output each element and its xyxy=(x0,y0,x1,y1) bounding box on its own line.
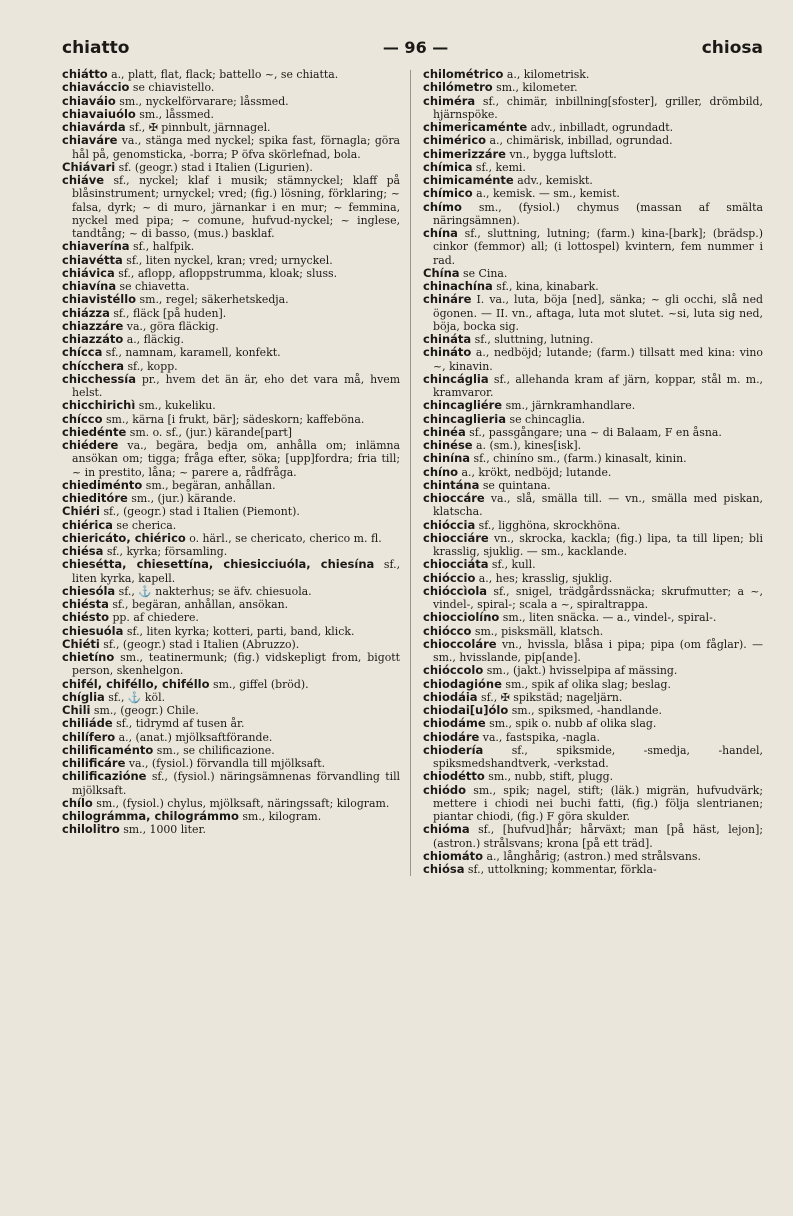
entry-headword: chilolitro xyxy=(62,822,120,837)
dictionary-entry xyxy=(423,850,763,863)
dictionary-entry xyxy=(423,691,763,704)
entry-definition: sf., allehanda kram af järn, koppar, stål m. m., kramvaror. xyxy=(433,372,763,399)
dictionary-entry xyxy=(423,863,763,876)
dictionary-entry xyxy=(423,770,763,783)
dictionary-entry xyxy=(423,744,763,771)
entry-definition: a., nedböjd; lutande; (farm.) tillsatt med kina: vino ~, kinavin. xyxy=(433,346,763,373)
entry-definition: sf., spiksmide, -smedja, -handel, spiksmedshandtverk, -verkstad. xyxy=(433,743,763,770)
dictionary-entry xyxy=(62,797,400,810)
entry-definition: va., (fysiol.) förvandla till mjölksaft. xyxy=(125,757,326,770)
entry-definition: sf., ✠ spikstäd; nageljärn. xyxy=(477,690,623,704)
entry-headword: chilífero xyxy=(62,729,116,744)
entry-definition: sf., nyckel; klaf i musik; stämnyckel; klaff på blåsinstrument; urnyckel; vred; (fig.) lösning, förklaring; ~ falsa, dyrk; ~ di muro, järnankar i en mur; ~ femmina, nyckel med pipa; ~ comune, hufvud-nyckel; ~ inglese, tandtång; ~ di basso, (mus.) basklaf. xyxy=(72,174,401,240)
dictionary-entry xyxy=(423,121,763,134)
entry-headword: chietíno xyxy=(62,650,115,664)
dictionary-entry xyxy=(62,823,400,836)
entry-definition: adv., kemiskt. xyxy=(513,174,593,187)
dictionary-entry xyxy=(423,479,763,492)
dictionary-entry xyxy=(423,731,763,744)
entry-headword: chícco xyxy=(62,411,103,426)
dictionary-entry xyxy=(423,585,763,612)
entry-headword: chiesétta, chiesettína, chiesicciuóla, chiesína xyxy=(62,557,375,572)
entry-headword: Chiéti xyxy=(62,636,100,651)
entry-headword: chieditóre xyxy=(62,491,128,505)
entry-headword: chióccìola xyxy=(423,583,488,598)
entry-definition: sf., namnam, karamell, konfekt. xyxy=(102,346,281,360)
entry-headword: chiomáto xyxy=(423,848,484,863)
entry-definition: sm., järnkramhandlare. xyxy=(502,399,636,413)
entry-headword: chicchirichì xyxy=(62,398,136,413)
dictionary-entry xyxy=(62,691,400,704)
entry-headword: Chiéri xyxy=(62,504,100,519)
entry-headword: Chiávari xyxy=(62,159,116,174)
entry-definition: sm., spik o. nubb af olika slag. xyxy=(485,717,657,731)
entry-headword: chiavaiuólo xyxy=(62,106,136,121)
dictionary-entry xyxy=(62,519,400,532)
dictionary-entry xyxy=(423,95,763,122)
entry-headword: chiócco xyxy=(423,623,472,638)
entry-headword: chinína xyxy=(423,451,471,466)
entry-definition: sf., (fysiol.) näringsämnenas förvandling till mjölksaft. xyxy=(72,770,401,797)
dictionary-entry xyxy=(423,519,763,532)
dictionary-entry xyxy=(62,625,400,638)
dictionary-entry xyxy=(62,293,400,306)
entry-headword: chincáglia xyxy=(423,371,489,386)
entry-headword: chinéa xyxy=(423,424,466,439)
dictionary-entry xyxy=(62,240,400,253)
entry-headword: chioccáre xyxy=(423,491,485,505)
dictionary-entry xyxy=(62,161,400,174)
entry-definition: sf., sluttning, lutning; (farm.) kina-[bark]; (brädsp.) cinkor (femmor) all; (i lottospel) kvintern, fem nummer i rad. xyxy=(433,227,763,267)
entry-headword: chiodétto xyxy=(423,769,485,784)
entry-definition: sm., spiksmed, -handlande. xyxy=(508,704,662,717)
dictionary-entry xyxy=(423,625,763,638)
entry-headword: chiáve xyxy=(62,173,105,187)
entry-definition: sf., halfpik. xyxy=(129,240,195,254)
dictionary-entry xyxy=(423,466,763,479)
entry-definition: vn., hvissla, blåsa i pipa; pipa (om fåglar). — sm., hvisslande, pip[ande]. xyxy=(433,637,763,664)
dictionary-entry xyxy=(62,770,400,797)
dictionary-entry xyxy=(62,638,400,651)
entry-definition: sm., (jur.) kärande. xyxy=(127,492,237,505)
dictionary-entry xyxy=(62,95,400,108)
entry-headword: chiaverína xyxy=(62,239,130,254)
dictionary-entry xyxy=(62,68,400,81)
entry-headword: chiocciolíno xyxy=(423,610,500,625)
entry-definition: a., (anat.) mjölksaftförande. xyxy=(115,730,273,744)
dictionary-entry xyxy=(62,532,400,545)
entry-headword: chiodagióne xyxy=(423,676,502,691)
entry-definition: se chiavistello. xyxy=(129,81,215,95)
entry-definition: va., slå, smälla till. — vn., smälla med piskan, klatscha. xyxy=(433,492,763,519)
entry-definition: va., fastspika, -nagla. xyxy=(479,730,600,744)
dictionary-entry xyxy=(423,187,763,200)
dictionary-entry xyxy=(423,227,763,267)
entry-definition: sf. (geogr.) stad i Italien (Ligurien). xyxy=(115,160,313,174)
entry-definition: sm., kärna [i frukt, bär]; sädeskorn; kaffeböna. xyxy=(102,412,365,426)
entry-definition: vn., skrocka, kackla; (fig.) lipa, ta till lipen; bli krasslig, sjuklig. — sm., kacklande. xyxy=(433,531,763,558)
entry-definition: sm., (geogr.) Chile. xyxy=(90,704,199,717)
entry-definition: sm., 1000 liter. xyxy=(119,823,206,837)
entry-definition: sf., kyrka; församling. xyxy=(103,545,228,558)
entry-headword: chiésa xyxy=(62,544,104,558)
dictionary-entry xyxy=(423,346,763,373)
entry-definition: sm., kilometer. xyxy=(492,81,578,95)
dictionary-entry xyxy=(62,545,400,558)
entry-headword: chiaváre xyxy=(62,133,118,148)
entry-headword: chióccia xyxy=(423,517,476,532)
entry-definition: adv., inbilladt, ogrundadt. xyxy=(527,121,674,134)
dictionary-entry xyxy=(62,134,400,161)
entry-headword: chícchera xyxy=(62,358,124,373)
entry-definition: sf., (geogr.) stad i Italien (Piemont). xyxy=(99,505,300,519)
entry-definition: sm., spik af olika slag; beslag. xyxy=(501,677,671,691)
dictionary-entry xyxy=(423,492,763,519)
entry-definition: sf., chiníno sm., (farm.) kinasalt, kinin. xyxy=(470,452,687,466)
entry-headword: chímico xyxy=(423,186,473,201)
entry-definition: sm., regel; säkerhetskedja. xyxy=(136,293,289,307)
entry-definition: a., långhårig; (astron.) med strålsvans. xyxy=(483,849,701,863)
entry-definition: sf., kemi. xyxy=(472,160,526,174)
entry-headword: chiátto xyxy=(62,67,108,81)
dictionary-entry xyxy=(62,717,400,730)
entry-headword: chímica xyxy=(423,159,473,174)
dictionary-entry xyxy=(62,731,400,744)
dictionary-entry xyxy=(423,373,763,400)
dictionary-entry xyxy=(62,585,400,598)
entry-headword: chiésta xyxy=(62,597,109,611)
entry-definition: sf., aflopp, afloppstrumma, kloak; sluss. xyxy=(114,266,338,280)
entry-headword: chiósa xyxy=(423,862,465,876)
entry-headword: chintána xyxy=(423,477,480,492)
entry-headword: chinése xyxy=(423,438,473,452)
entry-headword: chinachína xyxy=(423,279,493,293)
dictionary-entry xyxy=(62,611,400,624)
entry-definition: se chincaglia. xyxy=(506,412,586,426)
entry-definition: sm., (fysiol.) chylus, mjölksaft, näringssaft; kilogram. xyxy=(92,796,390,810)
dictionary-entry xyxy=(62,81,400,94)
dictionary-entry xyxy=(423,134,763,147)
entry-headword: chiávica xyxy=(62,265,115,280)
entry-headword: chiesuóla xyxy=(62,623,124,638)
entry-headword: chiocciáre xyxy=(423,530,489,545)
dictionary-entry xyxy=(62,598,400,611)
entry-definition: sm. o. sf., (jur.) kärande[part] xyxy=(126,425,293,439)
dictionary-entry xyxy=(423,558,763,571)
entry-headword: chincagliére xyxy=(423,398,503,413)
entry-headword: chíno xyxy=(423,464,459,479)
entry-definition: sf., liten kyrka; kotteri, parti, band, klick. xyxy=(123,624,355,638)
entry-headword: chiazzáto xyxy=(62,332,124,346)
entry-definition: sm., låssmed. xyxy=(135,107,214,121)
entry-definition: a., fläckig. xyxy=(123,333,184,346)
page-header xyxy=(62,38,763,68)
dictionary-entry xyxy=(423,413,763,426)
entry-headword: chícca xyxy=(62,345,103,360)
entry-definition: va., göra fläckig. xyxy=(123,319,219,333)
entry-definition: sm., giffel (bröd). xyxy=(209,677,309,691)
dictionary-entry xyxy=(423,201,763,228)
dictionary-entry xyxy=(62,492,400,505)
entry-headword: chiázza xyxy=(62,305,110,320)
entry-headword: chiérica xyxy=(62,517,113,532)
dictionary-entry xyxy=(62,121,400,134)
dictionary-entry xyxy=(423,452,763,465)
entry-headword: Chína xyxy=(423,265,460,280)
entry-definition: a., platt, flat, flack; battello ~, se chiatta. xyxy=(107,68,339,81)
entry-headword: chioccoláre xyxy=(423,636,497,651)
entry-definition: sf., uttolkning; kommentar, förkla- xyxy=(464,863,657,876)
entry-headword: chilificaménto xyxy=(62,742,154,757)
entry-definition: vn., bygga luftslott. xyxy=(505,147,617,161)
entry-headword: chilificáre xyxy=(62,756,126,770)
entry-headword: chiavistéllo xyxy=(62,292,137,307)
entry-definition: sm., nubb, stift, plugg. xyxy=(484,770,614,784)
entry-definition: va., stänga med nyckel; spika fast, förnagla; göra hål på, genomsticka, -borra; P öfva skörlefnad, bola. xyxy=(72,134,401,161)
entry-definition: pp. af chiedere. xyxy=(109,611,199,625)
dictionary-entry xyxy=(423,784,763,824)
entry-headword: chiodáre xyxy=(423,729,480,744)
entry-headword: chiésto xyxy=(62,610,109,625)
entry-headword: chilificazióne xyxy=(62,769,147,784)
entry-definition: sf., ligghöna, skrockhöna. xyxy=(475,518,621,532)
entry-definition: sm., se chilificazione. xyxy=(153,743,275,757)
entry-headword: chíglia xyxy=(62,689,105,704)
entry-definition: sm., spik; nagel, stift; (läk.) migrän, hufvudvärk; mettere i chiodi nei buchi fatti, (fig.) följa slentrianen; piantar chiodi, (fig.) F göra skulder. xyxy=(433,783,763,823)
entry-definition: a., hes; krasslig, sjuklig. xyxy=(475,571,613,585)
entry-headword: chiaváio xyxy=(62,93,116,108)
dictionary-entry xyxy=(62,360,400,373)
entry-definition: sm., liten snäcka. — a., vindel-, spiral-. xyxy=(499,611,717,625)
entry-definition: se quintana. xyxy=(479,478,551,492)
dictionary-entry xyxy=(62,174,400,240)
entry-definition: sf., liten kyrka, kapell. xyxy=(72,558,401,585)
entry-headword: chimicaménte xyxy=(423,173,514,187)
dictionary-entry xyxy=(423,823,763,850)
entry-definition: sm., (fysiol.) chymus (massan af smälta näringsämnen). xyxy=(433,200,763,227)
entry-headword: chióccio xyxy=(423,570,476,585)
dictionary-entry xyxy=(423,267,763,280)
entry-headword: chiediménto xyxy=(62,477,143,492)
entry-headword: chióma xyxy=(423,822,470,837)
dictionary-entry xyxy=(423,81,763,94)
entry-definition: sm., nyckelförvarare; låssmed. xyxy=(115,94,289,108)
entry-headword: chináto xyxy=(423,345,472,360)
entry-definition: sm., (jakt.) hvisselpipa af mässing. xyxy=(483,664,678,678)
dictionary-entry xyxy=(423,532,763,559)
dictionary-entry xyxy=(423,148,763,161)
entry-headword: chiavína xyxy=(62,279,117,293)
entry-definition: sm., kilogram. xyxy=(238,810,322,823)
entry-headword: chimérico xyxy=(423,133,487,148)
entry-definition: se Cina. xyxy=(459,266,508,280)
columns xyxy=(62,68,763,876)
entry-headword: chiédere xyxy=(62,438,119,452)
entry-headword: chilográmma, chilográmmo xyxy=(62,809,239,823)
dictionary-entry xyxy=(62,439,400,479)
entry-definition: sm., begäran, anhållan. xyxy=(142,478,276,492)
dictionary-entry xyxy=(62,479,400,492)
entry-definition: sf., (geogr.) stad i Italien (Abruzzo). xyxy=(99,637,300,651)
entry-headword: chiodai[u]ólo xyxy=(423,703,509,717)
dictionary-entry xyxy=(423,572,763,585)
entry-definition: sm., teatinermunk; (fig.) vidskepligt from, bigott person, skenhelgon. xyxy=(72,651,401,678)
entry-headword: chiodería xyxy=(423,742,484,757)
entry-headword: chicchessía xyxy=(62,371,136,386)
left-column xyxy=(62,68,410,876)
entry-headword: chiocciáta xyxy=(423,557,489,572)
dictionary-entry xyxy=(62,267,400,280)
entry-definition: a., kilometrisk. xyxy=(503,68,590,81)
entry-headword: chifél, chiféllo, chiféllo xyxy=(62,676,210,691)
dictionary-entry xyxy=(62,505,400,518)
entry-definition: sf., passgångare; una ~ di Balaam, F en åsna. xyxy=(465,425,722,439)
dictionary-entry xyxy=(62,399,400,412)
dictionary-entry xyxy=(62,254,400,267)
entry-definition: sm., kukeliku. xyxy=(135,399,216,413)
entry-headword: chimerizzáre xyxy=(423,146,506,161)
entry-headword: chiméra xyxy=(423,93,476,108)
entry-headword: chiesóla xyxy=(62,583,116,598)
entry-definition: sm., pisksmäll, klatsch. xyxy=(471,624,604,638)
entry-definition: sf., sluttning, lutning. xyxy=(471,333,594,346)
dictionary-entry xyxy=(423,174,763,187)
entry-definition: sf., liten nyckel, kran; vred; urnyckel. xyxy=(122,253,333,267)
header-right-guideword: chiosa xyxy=(701,38,763,58)
entry-headword: chincaglieria xyxy=(423,411,507,426)
entry-definition: se chiavetta. xyxy=(116,280,190,293)
entry-definition: sf., chimär, inbillning[sfoster], griller, drömbild, hjärnspöke. xyxy=(433,94,763,121)
entry-headword: chináre xyxy=(423,292,472,307)
dictionary-entry xyxy=(62,307,400,320)
entry-headword: chiodáia xyxy=(423,689,478,704)
dictionary-entry xyxy=(62,320,400,333)
dictionary-entry xyxy=(62,373,400,400)
entry-definition: a., chimärisk, inbillad, ogrundad. xyxy=(486,134,673,148)
entry-headword: chímo xyxy=(423,199,462,214)
entry-definition: sf., begäran, anhållan, ansökan. xyxy=(108,598,289,611)
entry-definition: a., kemisk. — sm., kemist. xyxy=(472,187,620,201)
dictionary-entry xyxy=(423,68,763,81)
dictionary-entry xyxy=(423,439,763,452)
entry-definition: I. va., luta, böja [ned], sänka; ~ gli occhi, slå ned ögonen. — II. vn., aftaga, luta mot slutet. ~si, luta sig ned, böja, bocka sig. xyxy=(433,293,763,333)
entry-definition: va., begära, bedja om, anhålla om; inlämna ansökan om; tigga; fråga efter, söka; [upp]fordra; fria till; ~ in prestito, låna; ~ parere a, rådfråga. xyxy=(72,439,401,479)
entry-definition: sf., kopp. xyxy=(124,359,178,373)
dictionary-entry xyxy=(423,293,763,333)
entry-headword: chiaváccio xyxy=(62,80,130,95)
dictionary-entry xyxy=(62,810,400,823)
dictionary-entry xyxy=(423,638,763,665)
dictionary-entry xyxy=(62,757,400,770)
entry-headword: chílo xyxy=(62,795,93,810)
entry-definition: sf., kina, kinabark. xyxy=(492,280,599,293)
entry-headword: chiavétta xyxy=(62,252,123,267)
entry-definition: pr., hvem det än är, eho det vara må, hvem helst. xyxy=(72,372,401,399)
dictionary-entry xyxy=(423,426,763,439)
dictionary-entry xyxy=(423,161,763,174)
entry-headword: chilométrico xyxy=(423,67,504,81)
entry-headword: chiericáto, chiérico xyxy=(62,530,186,545)
dictionary-entry xyxy=(62,333,400,346)
dictionary-entry xyxy=(62,744,400,757)
entry-definition: sf., snigel, trädgårdssnäcka; skrufmutter; a ~, vindel-, spiral-; scala a ~, spiraltrappa. xyxy=(433,584,763,611)
entry-definition: sf., fläck [på huden]. xyxy=(109,306,227,320)
entry-headword: chiliáde xyxy=(62,716,113,731)
dictionary-entry xyxy=(423,333,763,346)
entry-headword: chiavárda xyxy=(62,120,126,134)
entry-definition: sf., tidrymd af tusen år. xyxy=(112,717,245,731)
dictionary-entry xyxy=(62,704,400,717)
dictionary-entry xyxy=(423,664,763,677)
page-number: — 96 — xyxy=(382,38,449,57)
entry-definition: a. (sm.), kines[isk]. xyxy=(472,439,582,452)
dictionary-entry xyxy=(62,413,400,426)
entry-headword: chiedénte xyxy=(62,424,127,439)
dictionary-entry xyxy=(423,399,763,412)
dictionary-entry xyxy=(62,426,400,439)
entry-definition: sf., ✠ pinnbult, järnnagel. xyxy=(125,121,271,134)
dictionary-entry xyxy=(423,611,763,624)
right-column xyxy=(411,68,763,876)
dictionary-entry xyxy=(62,346,400,359)
dictionary-entry xyxy=(423,280,763,293)
dictionary-entry xyxy=(62,108,400,121)
dictionary-entry xyxy=(62,558,400,585)
entry-headword: Chili xyxy=(62,703,91,717)
entry-definition: sf., kull. xyxy=(488,558,536,572)
entry-headword: chína xyxy=(423,226,458,240)
dictionary-entry xyxy=(423,704,763,717)
entry-headword: chióccolo xyxy=(423,663,484,678)
entry-headword: chimericaménte xyxy=(423,120,528,134)
entry-definition: o. härl., se chericato, cherico m. fl. xyxy=(185,531,382,545)
dictionary-entry xyxy=(62,678,400,691)
entry-definition: sf., ⚓ köl. xyxy=(104,690,166,704)
dictionary-entry xyxy=(62,280,400,293)
dictionary-entry xyxy=(423,717,763,730)
entry-definition: a., krökt, nedböjd; lutande. xyxy=(458,465,612,479)
dictionary-entry xyxy=(62,651,400,678)
entry-headword: chiazzáre xyxy=(62,318,124,333)
header-left-guideword: chiatto xyxy=(62,38,130,58)
entry-headword: chiódo xyxy=(423,782,466,797)
entry-definition: sf., [hufvud]hår; hårväxt; man [på häst, lejon]; (astron.) strålsvans; krona [på ett träd]. xyxy=(433,823,763,850)
entry-headword: chilómetro xyxy=(423,80,493,95)
entry-headword: chiodáme xyxy=(423,716,486,731)
entry-definition: sf., ⚓ nakterhus; se äfv. chiesuola. xyxy=(115,584,312,598)
entry-definition: se cherica. xyxy=(112,518,177,532)
dictionary-entry xyxy=(423,678,763,691)
entry-headword: chináta xyxy=(423,332,472,346)
